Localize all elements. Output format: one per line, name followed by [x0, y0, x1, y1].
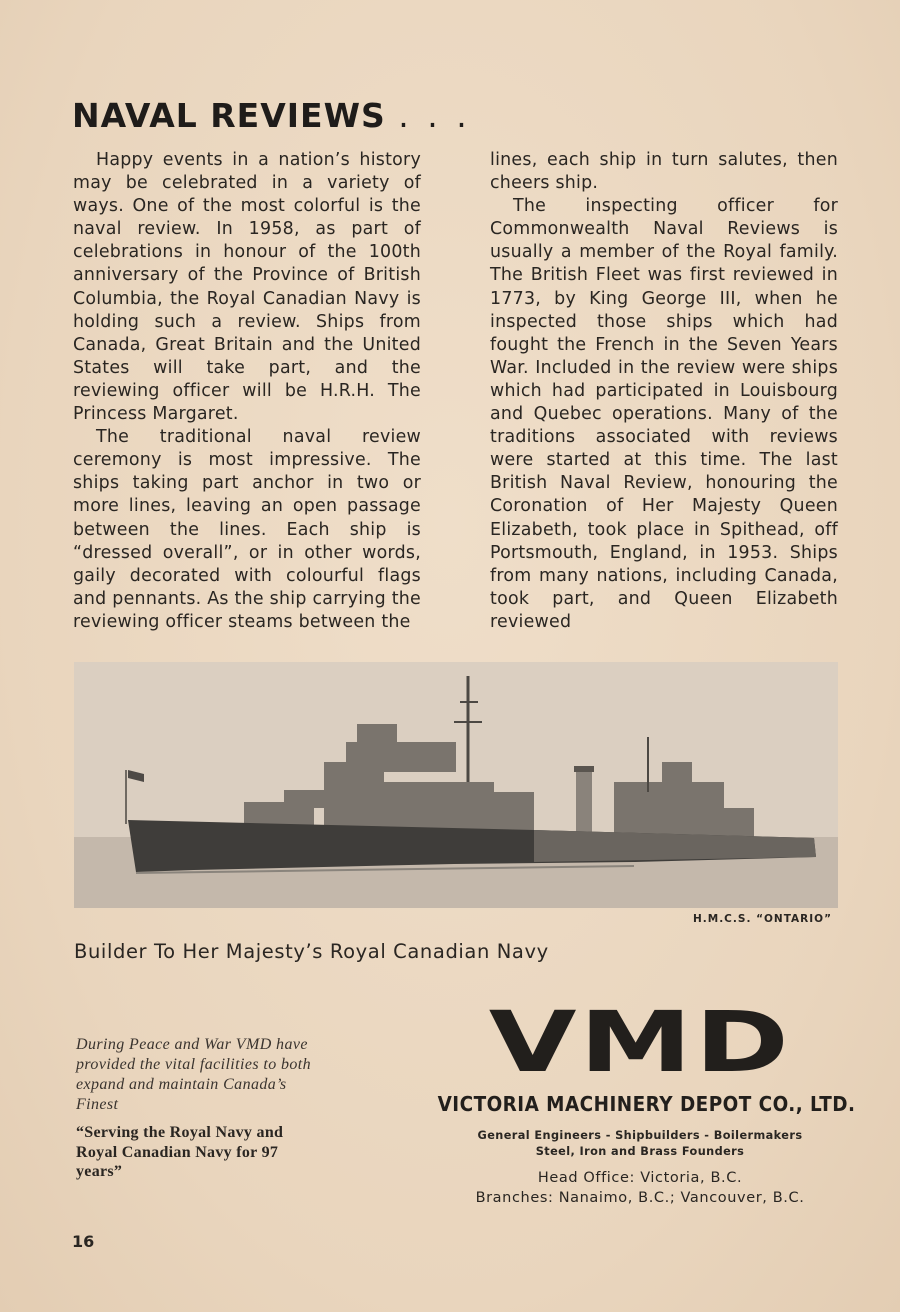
paragraph: The traditional naval review ceremony is most impressive. The ships taking part anchor in two or more lines, leaving an open passage between the lines. Each ship is “dressed overall”, or in other words, gaily decorated with colourful flags and pennants. As the ship carrying the reviewing officer steams between the: [73, 427, 421, 632]
services-line: General Engineers - Shipbuilders - Boilermakers: [477, 1129, 803, 1142]
company-block: [420, 993, 860, 1208]
headline-text: NAVAL REVIEWS: [72, 96, 386, 135]
head-office: Head Office: Victoria, B.C.: [537, 1170, 743, 1186]
ad-tagline: Builder To Her Majesty’s Royal Canadian Navy: [74, 940, 549, 963]
branches: Branches: Nanaimo, B.C.; Vancouver, B.C.: [475, 1190, 805, 1206]
company-name: VICTORIA MACHINERY DEPOT CO., LTD.: [437, 1092, 856, 1116]
company-offices: [420, 1168, 860, 1208]
headline-ellipsis: . . .: [398, 96, 471, 135]
funnel: [576, 770, 592, 834]
ad-left-text: [76, 1035, 326, 1182]
company-services: [420, 1128, 860, 1160]
services-line: Steel, Iron and Brass Founders: [535, 1145, 745, 1158]
article-column-right: [490, 149, 838, 634]
page-number: 16: [72, 1232, 95, 1251]
article-headline: [72, 96, 471, 135]
vmd-logo: VMD: [488, 993, 792, 1091]
ad-quote: “Serving the Royal Navy and Royal Canadian Navy for 97 years”: [76, 1124, 284, 1180]
warship-illustration: [74, 662, 838, 908]
ship-photo: [74, 662, 838, 908]
article-column-left: [73, 149, 421, 634]
paragraph-continued: lines, each ship in turn salutes, then cheers ship.: [490, 150, 838, 194]
photo-caption: H.M.C.S. “ONTARIO”: [692, 913, 832, 925]
ad-intro: During Peace and War VMD have provided the vital facilities to both expand and maintain Canada’s Finest: [76, 1036, 312, 1113]
paragraph: The inspecting officer for Commonwealth Naval Reviews is usually a member of the Royal family. The British Fleet was first reviewed in 1773, by King George III, when he inspected those ships which had fought the French in the Seven Years War. Included in the review were ships which had participated in Louisbourg and Quebec operations. Many of the traditions associated with reviews were started at this time. The last British Naval Review, honouring the Coronation of Her Majesty Queen Elizabeth, took place in Spithead, off Portsmouth, England, in 1953. Ships from many nations, including Canada, took part, and Queen Elizabeth reviewed: [490, 196, 838, 632]
funnel-cap: [574, 766, 594, 772]
paragraph: Happy events in a nation’s history may be celebrated in a variety of ways. One of the most colorful is the naval review. In 1958, as part of celebrations in honour of the 100th anniversary of the Province of British Columbia, the Royal Canadian Navy is holding such a review. Ships from Canada, Great Britain and the United States will take part, and the reviewing officer will be H.R.H. The Princess Margaret.: [73, 150, 421, 425]
